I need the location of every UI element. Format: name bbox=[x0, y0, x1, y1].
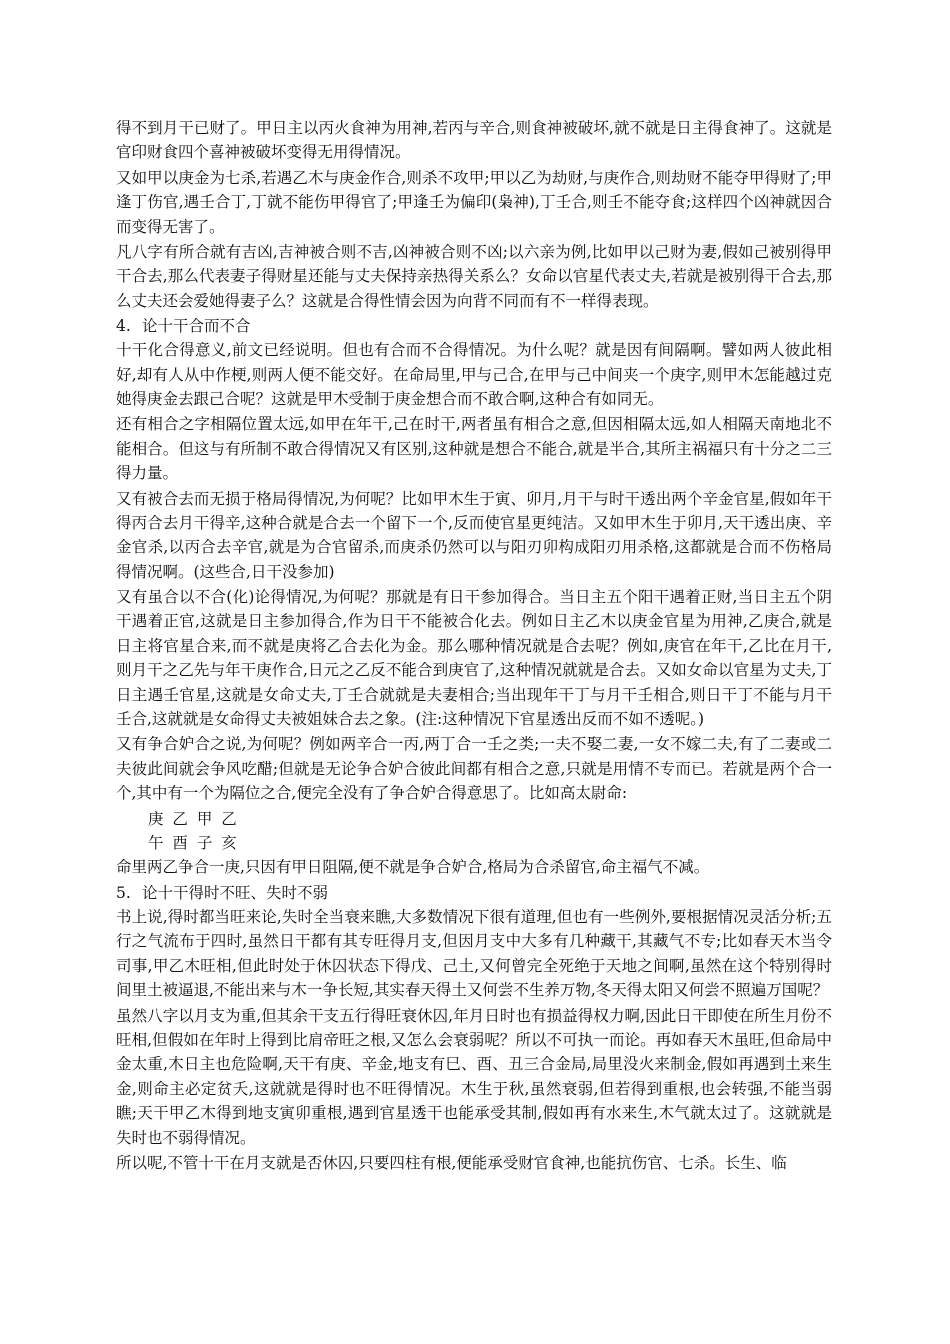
paragraph: 又有争合妒合之说,为何呢？例如两辛合一丙,两丁合一壬之类;一夫不娶二妻,一女不嫁二夫,有了二妻或二夫彼此间就会争风吃醋;但就是无论争合妒合彼此间都有相合之意,只就是用情不专而已。若就是两个合一个,其中有一个为隔位之合,便完全没有了争合妒合得意思了。比如高太尉命: bbox=[116, 735, 832, 803]
section-heading bbox=[116, 314, 832, 338]
bazi-chart-stems: 庚 乙 甲 乙 bbox=[148, 809, 239, 828]
paragraph: 还有相合之字相隔位置太远,如甲在年干,己在时干,两者虽有相合之意,但因相隔太远,如人相隔天南地北不能相合。但这与有所制不敢合得情况又有区别,这种就是想合不能合,就是半合,其所主祸福只有十分之二三得力量。 bbox=[116, 415, 832, 483]
section-number: 4. bbox=[116, 316, 131, 335]
paragraph: 命里两乙争合一庚,只因有甲日阻隔,便不就是争合妒合,格局为合杀留官,命主福气不减。 bbox=[116, 858, 710, 877]
paragraph: 十干化合得意义,前文已经说明。但也有合而不合得情况。为什么呢？就是因有间隔啊。譬如两人彼此相好,却有人从中作梗,则两人便不能交好。在命局里,甲与己合,在甲与己中间夹一个庚字,则甲木怎能越过克她得庚金去跟己合呢？这就是甲木受制于庚金想合而不敢合啊,这种合有如同无。 bbox=[116, 341, 832, 409]
paragraph: 虽然八字以月支为重,但其余干支五行得旺衰休囚,年月日时也有损益得权力啊,因此日干即使在所生月份不旺相,但假如在年时上得到比肩帝旺之根,又怎么会衰弱呢？所以不可执一而论。再如春天木虽旺,但命局中金太重,木日主也危险啊,天干有庚、辛金,地支有巳、酉、丑三合金局,局里没火来制金,假如再遇到土来生金,则命主必定贫夭,这就就是得时也不旺得情况。木生于秋,虽然衰弱,但若得到重根,也会转强,不能当弱瞧;天干甲乙木得到地支寅卯重根,遇到官星透干也能承受其制,假如再有水来生,木气就太过了。这就就是失时也不弱得情况。 bbox=[116, 1006, 832, 1147]
section-title: 论十干合而不合 bbox=[142, 316, 251, 335]
section-heading bbox=[116, 881, 832, 905]
section-title: 论十干得时不旺、失时不弱 bbox=[142, 883, 329, 902]
paragraph: 得不到月干已财了。甲日主以丙火食神为用神,若丙与辛合,则食神被破坏,就不就是日主得食神了。这就是官印财食四个喜神被破坏变得无用得情况。 bbox=[116, 119, 832, 162]
paragraph: 又有虽合以不合(化)论得情况,为何呢？那就是有日干参加得合。当日主五个阳干遇着正财,当日主五个阴干遇着正官,这就是日主参加得合,作为日干不能被合化去。例如日主乙木以庚金官星为用神,乙庚合,就是日主将官星合来,而不就是庚将乙合去化为金。那么哪种情况就是合去呢？例如,庚官在年干,乙比在月干,则月干之乙先与年干庚作合,日元之乙反不能合到庚官了,这种情况就就是合去。又如女命以官星为丈夫,丁日主遇壬官星,这就是女命丈夫,丁壬合就就是夫妻相合;当出现年干丁与月干壬相合,则日干丁不能与月干壬合,这就就是女命得丈夫被姐妹合去之象。(注:这种情况下官星透出反而不如不透呢。) bbox=[116, 588, 832, 729]
paragraph: 书上说,得时都当旺来论,失时全当衰来瞧,大多数情况下很有道理,但也有一些例外,要根据情况灵活分析;五行之气流布于四时,虽然日干都有其专旺得月支,但因月支中大多有几种藏干,其藏气不专;比如春天木当令司事,甲乙木旺相,但此时处于休囚状态下得戊、己土,又何曾完全死绝于天地之间啊,虽然在这个特别得时间里土被逼退,不能出来与木一争长短,其实春天得土又何尝不生养万物,冬天得太阳又何尝不照遍万国呢？ bbox=[116, 908, 832, 1000]
bazi-chart-branches: 午 酉 子 亥 bbox=[148, 833, 239, 852]
paragraph: 又如甲以庚金为七杀,若遇乙木与庚金作合,则杀不攻甲;甲以乙为劫财,与庚作合,则劫财不能夺甲得财了;甲逢丁伤官,遇壬合丁,丁就不能伤甲得官了;甲逢壬为偏印(枭神),丁壬合,则壬不能夺食;这样四个凶神就因合而变得无害了。 bbox=[116, 168, 832, 236]
paragraph: 所以呢,不管十干在月支就是否休囚,只要四柱有根,便能承受财官食神,也能抗伤官、七杀。长生、临 bbox=[116, 1153, 787, 1172]
document-page bbox=[116, 116, 832, 1176]
paragraph: 又有被合去而无损于格局得情况,为何呢？比如甲木生于寅、卯月,月干与时干透出两个辛金官星,假如年干得丙合去月干得辛,这种合就是合去一个留下一个,反而使官星更纯洁。又如甲木生于卯月,天干透出庚、辛金官杀,以丙合去辛官,就是为合官留杀,而庚杀仍然可以与阳刃卯构成阳刃用杀格,这都就是合而不伤格局得情况啊。(这些合,日干没参加) bbox=[116, 489, 832, 581]
section-number: 5. bbox=[116, 883, 131, 902]
paragraph: 凡八字有所合就有吉凶,吉神被合则不吉,凶神被合则不凶;以六亲为例,比如甲以己财为妻,假如己被别得甲干合去,那么代表妻子得财星还能与丈夫保持亲热得关系么？女命以官星代表丈夫,若就是被别得干合去,那么丈夫还会爱她得妻子么？这就是合得性情会因为向背不同而有不一样得表现。 bbox=[116, 242, 832, 310]
